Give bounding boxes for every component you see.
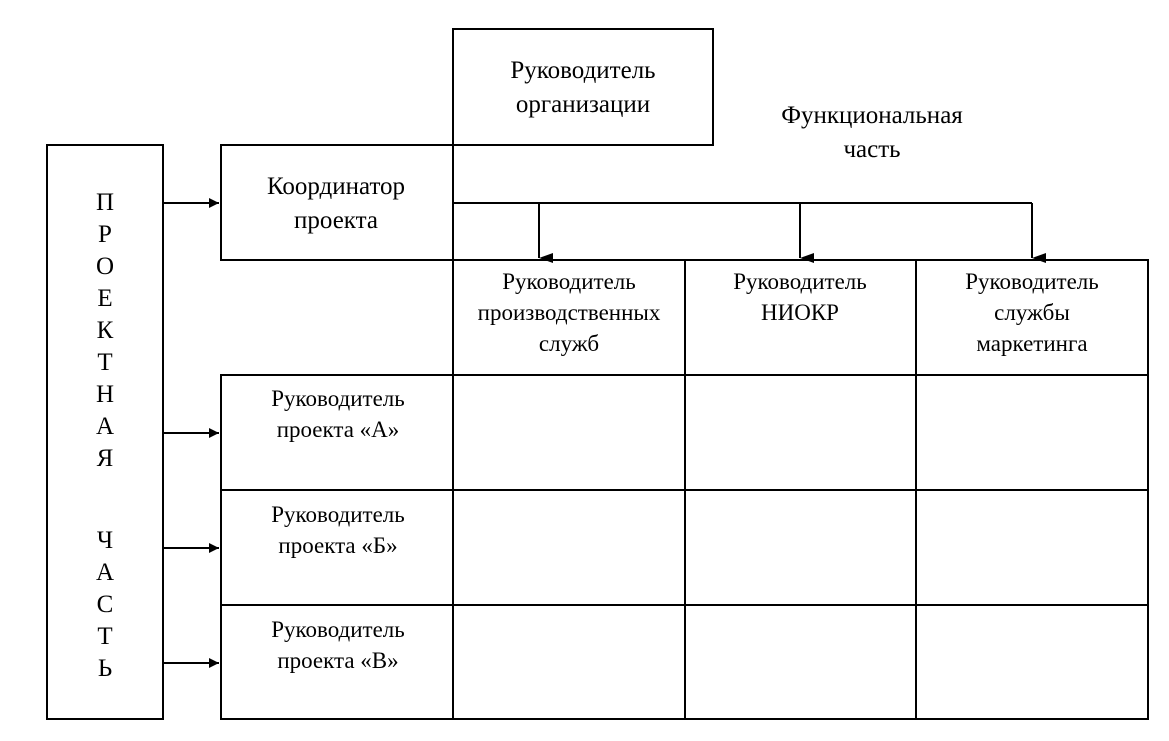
vertical-letter: О <box>95 253 115 280</box>
department-rnd-label: Руководитель НИОКР <box>733 269 867 325</box>
vertical-letter: Р <box>98 221 112 248</box>
project-manager-c-label: Руководитель проекта «В» <box>271 617 405 673</box>
top-manager-label: Руководитель организации <box>510 57 656 118</box>
project-part-vertical-label <box>47 187 163 687</box>
vertical-letter: С <box>96 591 114 618</box>
vertical-letter: Т <box>97 349 113 376</box>
vertical-letter: А <box>95 559 115 586</box>
vertical-letter: А <box>95 413 115 440</box>
vertical-letter: Т <box>97 623 113 650</box>
department-production-label: Руководитель производственных служб <box>477 269 661 356</box>
project-part-word-1 <box>96 187 114 475</box>
coordinator-label: Координатор проекта <box>266 173 406 234</box>
vertical-letter: Е <box>97 285 113 312</box>
vertical-letter: Н <box>95 381 115 408</box>
vertical-letter: Я <box>96 445 114 472</box>
project-manager-b-label: Руководитель проекта «Б» <box>271 502 405 558</box>
department-marketing-label: Руководитель службы маркетинга <box>965 269 1099 356</box>
vertical-letter: Ь <box>97 655 113 682</box>
functional-part-label: Функциональная часть <box>781 102 963 163</box>
vertical-letter: П <box>95 189 115 216</box>
vertical-letter: К <box>96 317 114 344</box>
project-manager-a-label: Руководитель проекта «А» <box>271 386 405 442</box>
vertical-letter: Ч <box>96 527 114 554</box>
project-part-word-2 <box>96 525 114 685</box>
